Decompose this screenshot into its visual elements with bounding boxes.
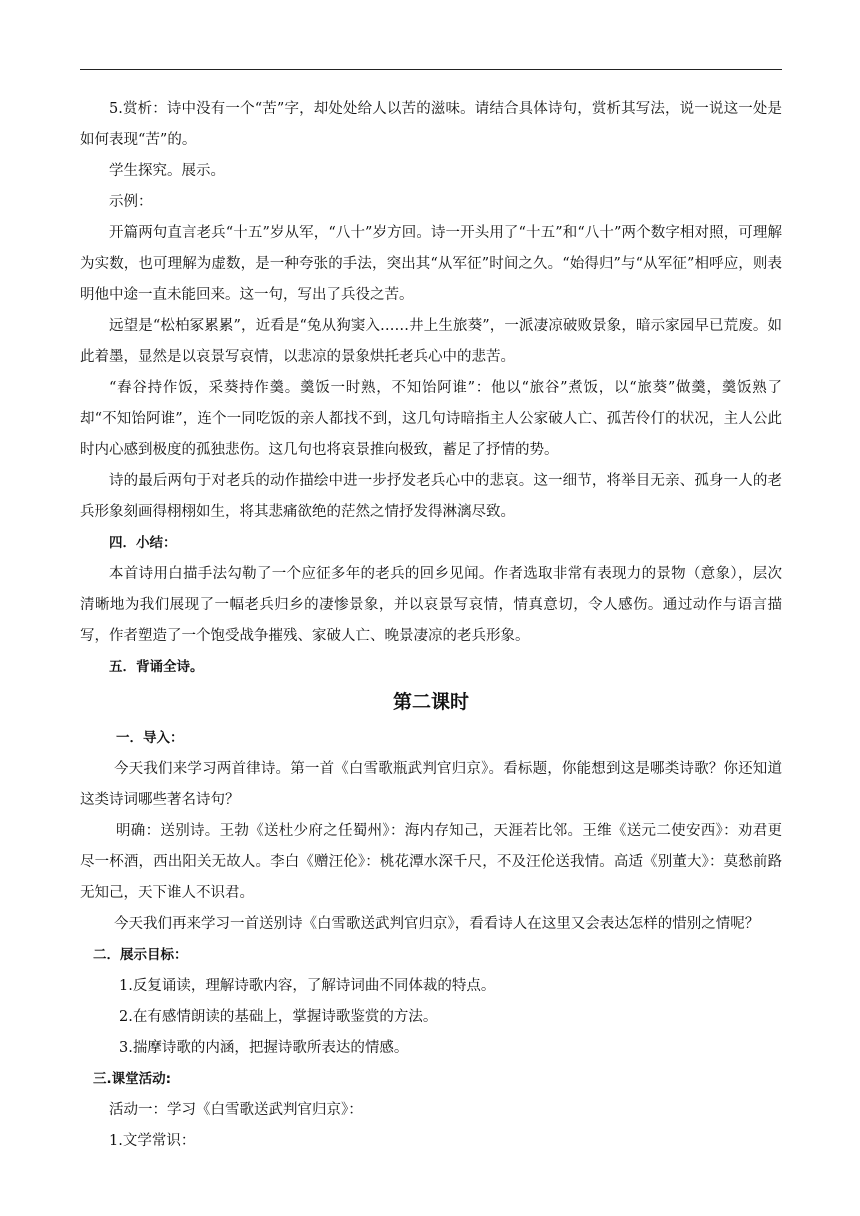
- recite-heading: 五．背诵全诗。: [109, 659, 204, 675]
- goal-item-2: 2.在有感情朗读的基础上，掌握诗歌鉴赏的方法。: [119, 1009, 438, 1025]
- goals-heading: 二．展示目标：: [93, 947, 188, 963]
- analysis-paragraph-3: “舂谷持作饭，采葵持作羹。羹饭一时熟，不知饴阿谁”：他以“旅谷”煮饭，以“旅葵”做羹，羹饭熟了却“不知饴阿谁”，连个一同吃饭的亲人都找不到，这几句诗暗指主人公家破人亡、孤苦伶仃的状况，主人公此时内心感到极度的孤独悲伤。这几句也将哀景推向极致，蓄足了抒情的势。: [80, 380, 782, 458]
- literature-item: 1.文学常识：: [109, 1133, 196, 1149]
- document-page: [80, 94, 782, 1157]
- intro-heading: 一．导入：: [116, 730, 184, 746]
- goal-item-1: 1.反复诵读，理解诗歌内容，了解诗词曲不同体裁的特点。: [119, 978, 496, 994]
- lesson2-title: 第二课时: [392, 691, 469, 713]
- summary-paragraph: 本首诗用白描手法勾勒了一个应征多年的老兵的回乡见闻。作者选取非常有表现力的景物（意象），层次清晰地为我们展现了一幅老兵归乡的凄惨景象，并以哀景写哀情，情真意切，令人感伤。通过动作与语言描写，作者塑造了一个饱受战争摧残、家破人亡、晚景凄凉的老兵形象。: [80, 566, 782, 644]
- header-rule: [80, 69, 782, 70]
- student-explore: 学生探究。展示。: [109, 163, 225, 179]
- intro-paragraph-2: 明确：送别诗。王勃《送杜少府之任蜀州》：海内存知己，天涯若比邻。王维《送元二使安西》：劝君更尽一杯酒，西出阳关无故人。李白《赠汪伦》：桃花潭水深千尺，不及汪伦送我情。高适《别董大》：莫愁前路无知己，天下谁人不识君。: [80, 823, 782, 901]
- goal-item-3: 3.揣摩诗歌的内涵，把握诗歌所表达的情感。: [119, 1040, 409, 1056]
- intro-paragraph-1: 今天我们来学习两首律诗。第一首《白雪歌瓶武判官归京》。看标题，你能想到这是哪类诗歌？你还知道这类诗词哪些著名诗句？: [80, 761, 782, 808]
- question-5: 5.赏析：诗中没有一个“苦”字，却处处给人以苦的滋味。请结合具体诗句，赏析其写法，说一说这一处是如何表现“苦”的。: [80, 101, 782, 148]
- intro-paragraph-3: 今天我们再来学习一首送别诗《白雪歌送武判官归京》，看看诗人在这里又会表达怎样的惜别之情呢？: [114, 916, 760, 932]
- summary-heading: 四．小结：: [109, 535, 177, 551]
- analysis-paragraph-2: 远望是“松柏冢累累”，近看是“兔从狗窦入……井上生旅葵”，一派凄凉破败景象，暗示家园早已荒废。如此着墨，显然是以哀景写哀情，以悲凉的景象烘托老兵心中的悲苦。: [80, 318, 782, 365]
- activity-1: 活动一：学习《白雪歌送武判官归京》：: [109, 1102, 363, 1118]
- activities-heading: 三.课堂活动:: [93, 1071, 172, 1087]
- analysis-paragraph-4: 诗的最后两句于对老兵的动作描绘中进一步抒发老兵心中的悲哀。这一细节，将举目无亲、孤身一人的老兵形象刻画得栩栩如生，将其悲痛欲绝的茫然之情抒发得淋漓尽致。: [80, 473, 782, 520]
- example-label: 示例：: [109, 194, 153, 210]
- analysis-paragraph-1: 开篇两句直言老兵“十五”岁从军，“八十”岁方回。诗一开头用了“十五”和“八十”两个数字相对照，可理解为实数，也可理解为虚数，是一种夸张的手法，突出其“从军征”时间之久。“始得归”与“从军征”相呼应，则表明他中途一直未能回来。这一句，写出了兵役之苦。: [80, 225, 782, 303]
